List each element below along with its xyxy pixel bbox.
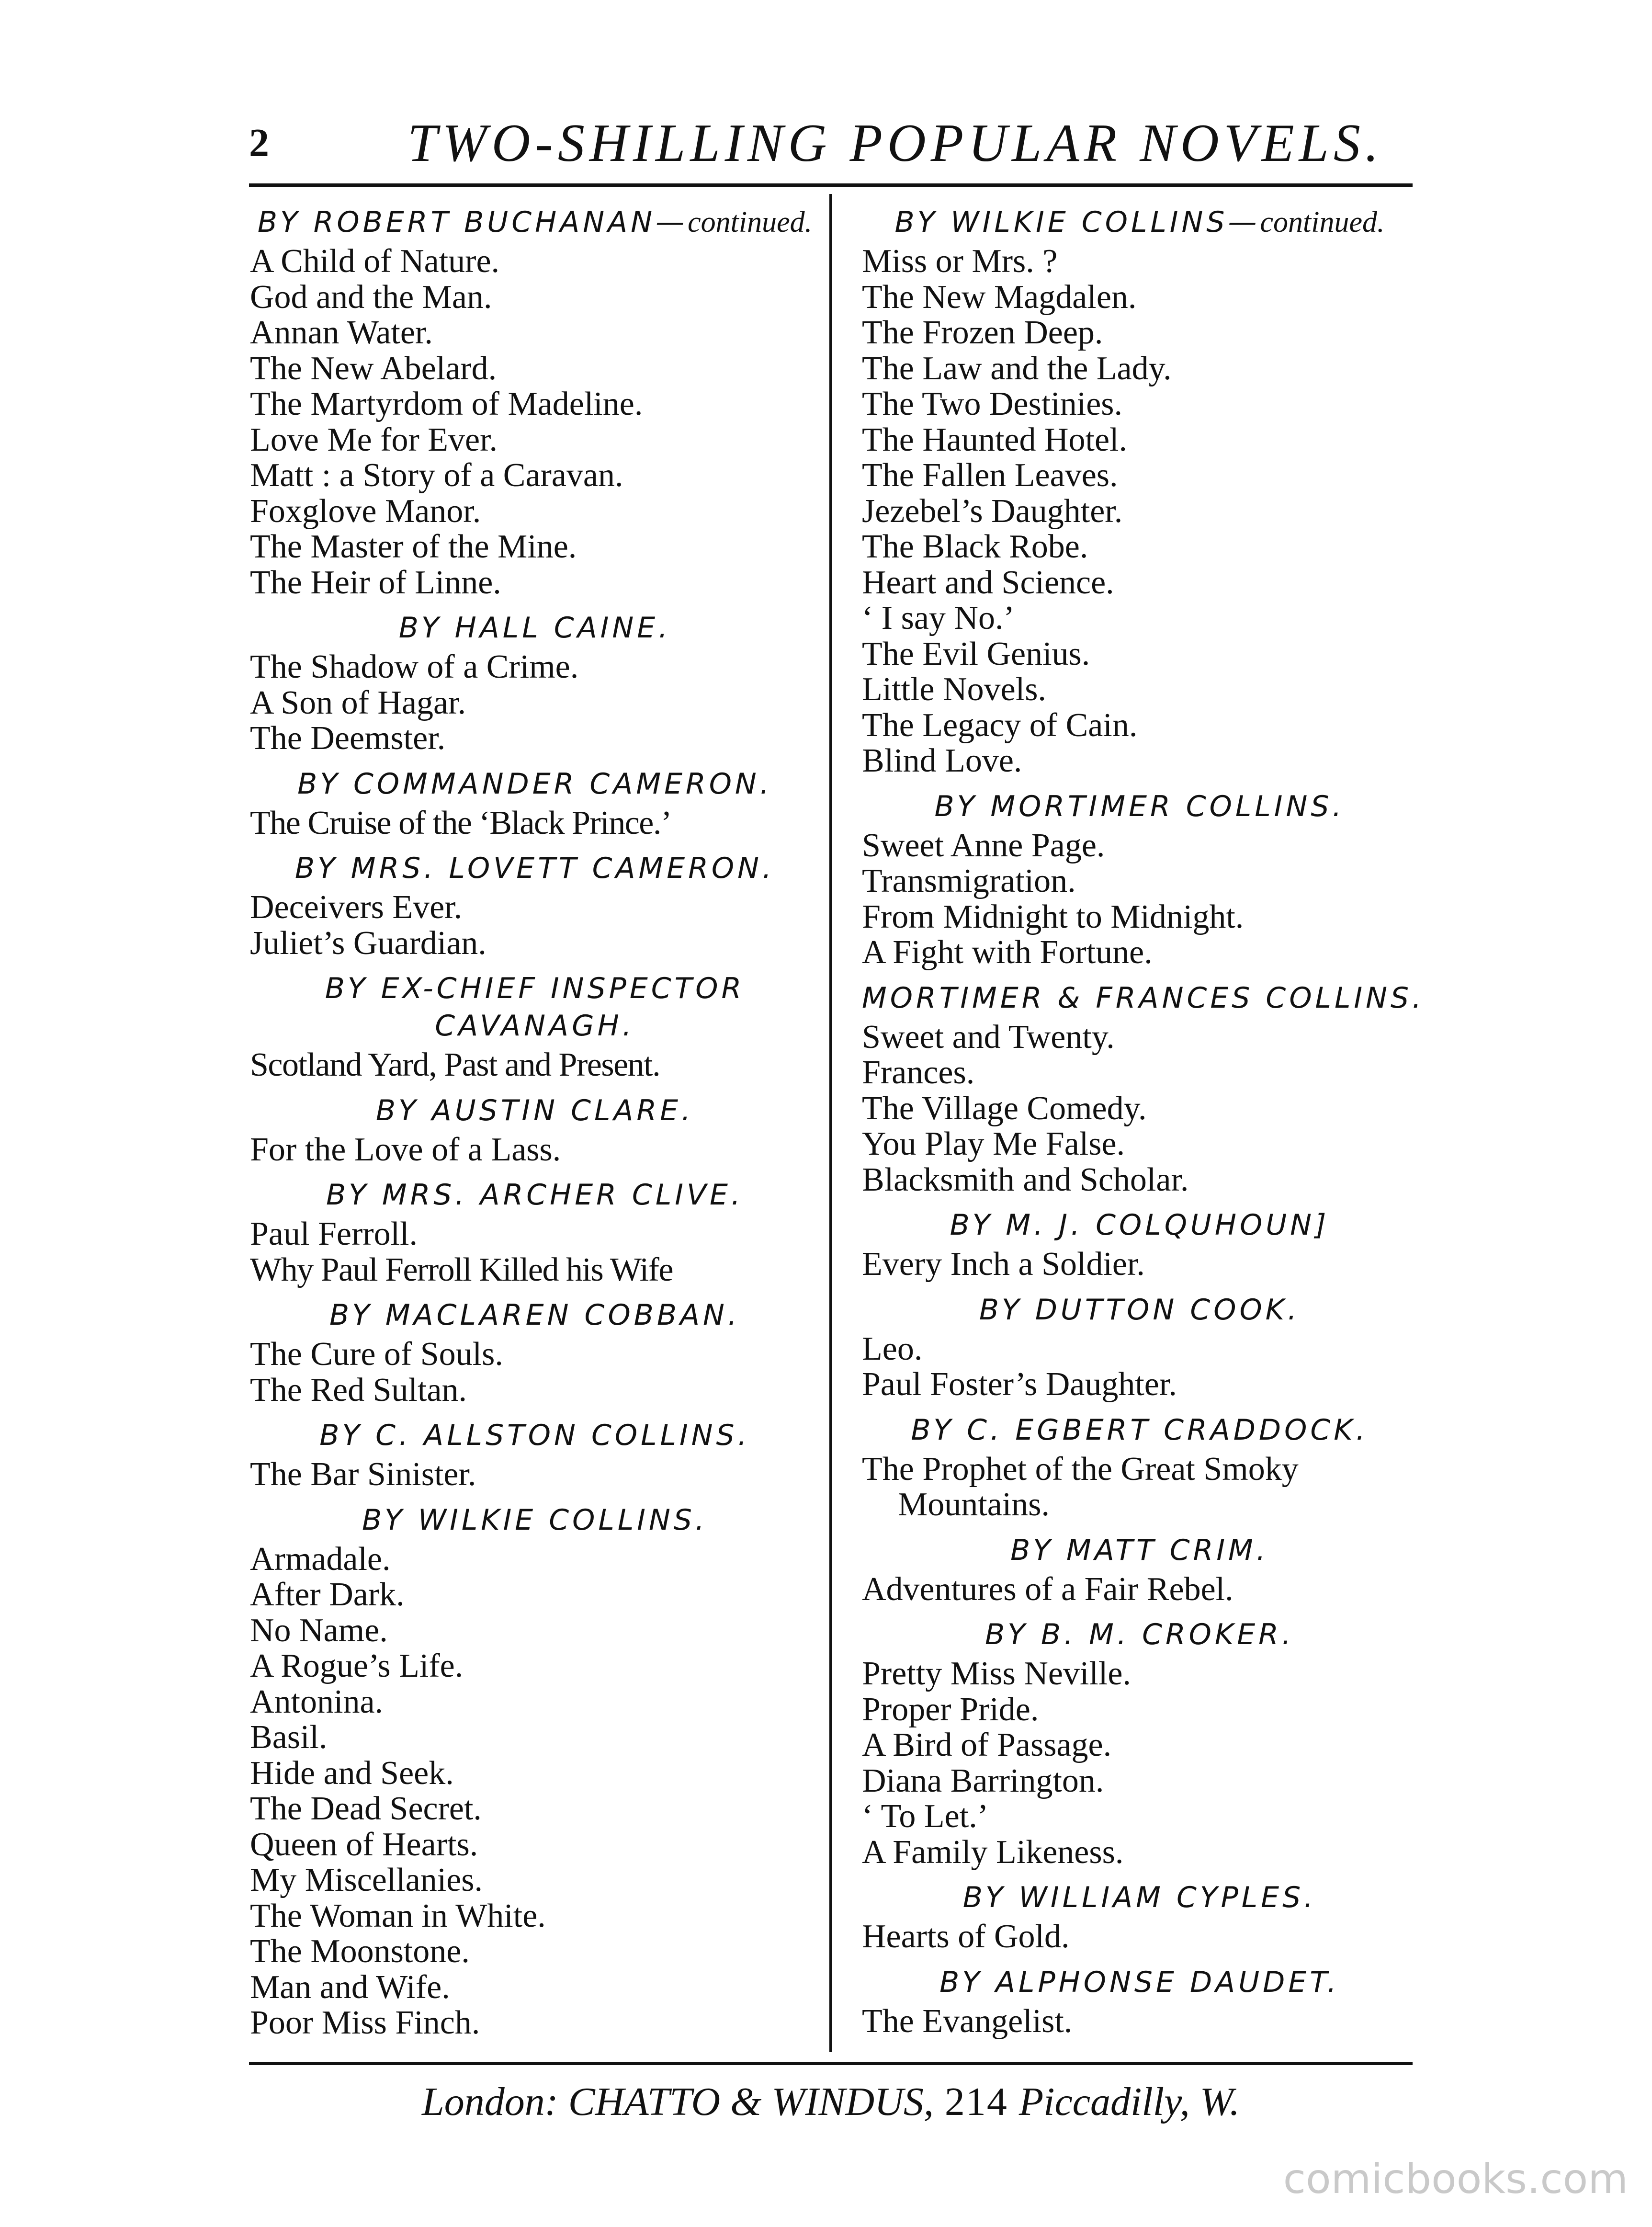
header-rule (249, 183, 1413, 187)
footer-rule (249, 2062, 1413, 2065)
book-title: The Two Destinies. (862, 386, 1123, 422)
book-title: Scotland Yard, Past and Present. (250, 1046, 660, 1083)
book-title: The Frozen Deep. (862, 314, 1103, 351)
book-title: Queen of Hearts. (250, 1826, 478, 1863)
book-title: The Red Sultan. (250, 1371, 467, 1409)
author-heading: BY MORTIMER COLLINS. (934, 789, 1345, 823)
author-heading: BY HALL CAINE. (398, 611, 671, 645)
author-heading: BY WILKIE COLLINS—continued. (894, 205, 1385, 239)
author-heading: BY M. J. COLQUHOUN] (950, 1208, 1330, 1242)
book-title: A Son of Hagar. (250, 684, 466, 721)
book-title: Antonina. (250, 1683, 384, 1720)
book-title: The Cruise of the ‘Black Prince.’ (250, 804, 671, 841)
publisher-imprint (249, 2079, 1413, 2125)
book-title: The New Magdalen. (862, 278, 1137, 316)
book-title: A Child of Nature. (250, 243, 500, 280)
continued-label: continued. (1260, 206, 1385, 239)
book-title: Every Inch a Soldier. (862, 1246, 1145, 1283)
book-title: Why Paul Ferroll Killed his Wife (250, 1251, 673, 1288)
book-title: Hide and Seek. (250, 1754, 454, 1792)
author-heading: MORTIMER & FRANCES COLLINS. (862, 981, 1425, 1015)
imprint-text: London: CHATTO & WINDUS, (422, 2079, 934, 2124)
book-title: The Haunted Hotel. (862, 421, 1127, 458)
book-title: Matt : a Story of a Caravan. (250, 457, 623, 494)
book-title: Juliet’s Guardian. (250, 924, 487, 962)
watermark: comicbooks.com (1283, 2155, 1628, 2203)
book-title: Basil. (250, 1719, 328, 1756)
author-heading: BY ROBERT BUCHANAN—continued. (257, 205, 813, 239)
book-title: Love Me for Ever. (250, 421, 498, 458)
book-title: Blind Love. (862, 742, 1022, 779)
author-heading: BY C. ALLSTON COLLINS. (319, 1419, 750, 1452)
book-title: The Evil Genius. (862, 635, 1090, 672)
book-title: God and the Man. (250, 278, 492, 316)
book-title: The New Abelard. (250, 350, 497, 387)
book-title: You Play Me False. (862, 1125, 1125, 1162)
book-title: The Village Comedy. (862, 1090, 1147, 1127)
right-column (862, 204, 1425, 2040)
continued-label: continued. (688, 206, 813, 239)
author-heading: BY COMMANDER CAMERON. (297, 767, 772, 801)
author-heading: BY WILKIE COLLINS. (362, 1503, 708, 1537)
author-heading: BY MATT CRIM. (1010, 1533, 1269, 1567)
column-divider (829, 194, 832, 2052)
book-title: The Woman in White. (250, 1897, 546, 1934)
book-title: A Rogue’s Life. (250, 1648, 464, 1684)
book-title: From Midnight to Midnight. (862, 898, 1244, 935)
author-heading: BY MRS. LOVETT CAMERON. (294, 852, 775, 885)
book-title: Paul Ferroll. (250, 1216, 418, 1252)
book-title: After Dark. (250, 1576, 405, 1613)
book-title: Man and Wife. (250, 1968, 450, 2006)
book-title: Sweet Anne Page. (862, 827, 1105, 864)
book-title: The Dead Secret. (250, 1790, 482, 1827)
book-title: Deceivers Ever. (250, 889, 463, 926)
book-title: The Heir of Linne. (250, 564, 501, 601)
page-number: 2 (249, 121, 269, 165)
author-heading: BY MRS. ARCHER CLIVE. (326, 1178, 744, 1212)
book-title: Diana Barrington. (862, 1762, 1104, 1799)
book-title: Jezebel’s Daughter. (862, 492, 1123, 530)
author-heading: BY WILLIAM CYPLES. (962, 1881, 1317, 1914)
book-title: Blacksmith and Scholar. (862, 1161, 1189, 1198)
book-title: Sweet and Twenty. (862, 1018, 1115, 1056)
book-title: My Miscellanies. (250, 1862, 483, 1898)
book-title: The Evangelist. (862, 2002, 1073, 2040)
book-title: The Bar Sinister. (250, 1456, 476, 1493)
book-title: For the Love of a Lass. (250, 1131, 561, 1168)
book-title: The Fallen Leaves. (862, 457, 1118, 494)
book-title: No Name. (250, 1612, 388, 1649)
book-title: Armadale. (250, 1540, 391, 1578)
book-title: The Legacy of Cain. (862, 706, 1138, 744)
book-title: Paul Foster’s Daughter. (862, 1366, 1177, 1403)
book-title: Hearts of Gold. (862, 1918, 1070, 1955)
imprint-address: 214 (933, 2079, 1019, 2124)
book-title: Little Novels. (862, 671, 1046, 708)
book-title: A Family Likeness. (862, 1833, 1124, 1871)
book-title: The Martyrdom of Madeline. (250, 386, 643, 422)
book-title: Annan Water. (250, 314, 433, 351)
author-heading: BY MACLAREN COBBAN. (329, 1298, 740, 1332)
book-title: A Bird of Passage. (862, 1727, 1112, 1763)
book-title: Pretty Miss Neville. (862, 1655, 1131, 1692)
author-heading: BY EX-CHIEF INSPECTOR CAVANAGH. (325, 972, 745, 1043)
book-title: ‘ To Let.’ (862, 1798, 989, 1835)
book-title: Proper Pride. (862, 1691, 1039, 1728)
book-title: Adventures of a Fair Rebel. (862, 1570, 1233, 1608)
author-heading: BY DUTTON COOK. (979, 1293, 1301, 1327)
book-title: Leo. (862, 1330, 923, 1367)
book-title: The Prophet of the Great Smoky Mountains. (862, 1450, 1299, 1523)
page-header (244, 105, 1413, 177)
left-column (250, 204, 820, 2041)
book-title: Foxglove Manor. (250, 492, 481, 530)
book-title: The Deemster. (250, 720, 446, 757)
book-title: The Law and the Lady. (862, 350, 1172, 387)
author-heading: BY AUSTIN CLARE. (375, 1093, 694, 1127)
book-title: The Black Robe. (862, 528, 1088, 565)
book-title: Poor Miss Finch. (250, 2004, 480, 2041)
book-title: The Cure of Souls. (250, 1336, 503, 1373)
book-title: The Master of the Mine. (250, 528, 577, 565)
book-title: The Moonstone. (250, 1933, 470, 1970)
author-heading: BY C. EGBERT CRADDOCK. (911, 1413, 1369, 1447)
imprint-street: Piccadilly, W. (1018, 2079, 1240, 2124)
book-title: Heart and Science. (862, 564, 1114, 601)
book-title: ‘ I say No.’ (862, 600, 1015, 636)
book-title: Transmigration. (862, 863, 1076, 899)
book-title: Frances. (862, 1054, 975, 1091)
author-heading: BY B. M. CROKER. (985, 1618, 1294, 1651)
running-title: TWO-SHILLING POPULAR NOVELS. (407, 114, 1383, 173)
book-title: The Shadow of a Crime. (250, 648, 579, 685)
book-title: A Fight with Fortune. (862, 934, 1153, 971)
book-title: Miss or Mrs. ? (862, 243, 1058, 280)
author-heading: BY ALPHONSE DAUDET. (939, 1965, 1340, 1999)
